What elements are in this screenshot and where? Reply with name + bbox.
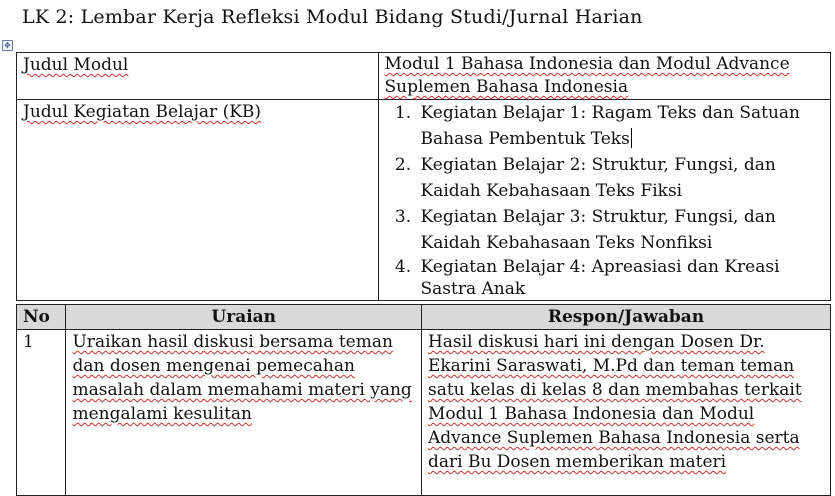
respon-text: Hasil diskusi hari ini dengan Dosen Dr. Ekarini Saraswati, M.Pd dan teman teman satu kelas di kelas 8 dan membahas terkait Modul 1 Bahasa Indonesia dan Modul Advance Suplemen Bahasa Indonesia serta dari Bu Dosen memberikan materi: [427, 332, 802, 472]
row-uraian: [66, 330, 421, 496]
text-cursor: [631, 128, 632, 148]
value-text: Modul 1 Bahasa Indonesia dan Modul Advance Suplemen Bahasa Indonesia: [384, 54, 790, 97]
table-row: [17, 330, 831, 496]
header-respon: Respon/Jawaban: [421, 305, 830, 330]
label-text: Judul Kegiatan Belajar (KB): [23, 102, 262, 122]
module-info-table: [16, 52, 831, 301]
list-item: 4. Kegiatan Belajar 4: Apreasiasi dan Kreasi Sastra Anak: [417, 256, 826, 300]
kb-list-cell[interactable]: [378, 100, 830, 301]
uraian-text: Uraikan hasil diskusi bersama teman dan dosen mengenai pemecahan masalah dalam memahami materi yang mengalami kesulitan: [72, 332, 412, 424]
header-no: No: [17, 305, 66, 330]
table-move-handle-icon[interactable]: ✥: [2, 40, 13, 51]
judul-kb-label: [17, 100, 379, 301]
kb-list: [385, 100, 826, 300]
judul-modul-value[interactable]: [378, 53, 830, 100]
table-row: [17, 100, 831, 301]
judul-modul-label: [17, 53, 379, 100]
header-uraian: Uraian: [66, 305, 421, 330]
list-item: 2. Kegiatan Belajar 2: Struktur, Fungsi, dan Kaidah Kebahasaan Teks Fiksi: [417, 152, 826, 204]
label-text: Judul Modul: [23, 55, 129, 75]
list-item: 3. Kegiatan Belajar 3: Struktur, Fungsi, dan Kaidah Kebahasaan Teks Nonfiksi: [417, 204, 826, 256]
table-row: [17, 53, 831, 100]
header-row: [17, 305, 831, 330]
list-item: 1. Kegiatan Belajar 1: Ragam Teks dan Satuan Bahasa Pembentuk Teks: [417, 100, 826, 152]
reflection-table: [16, 304, 831, 496]
document-title: LK 2: Lembar Kerja Refleksi Modul Bidang Studi/Jurnal Harian: [22, 6, 643, 28]
row-no: 1: [17, 330, 66, 496]
row-respon[interactable]: [421, 330, 830, 496]
